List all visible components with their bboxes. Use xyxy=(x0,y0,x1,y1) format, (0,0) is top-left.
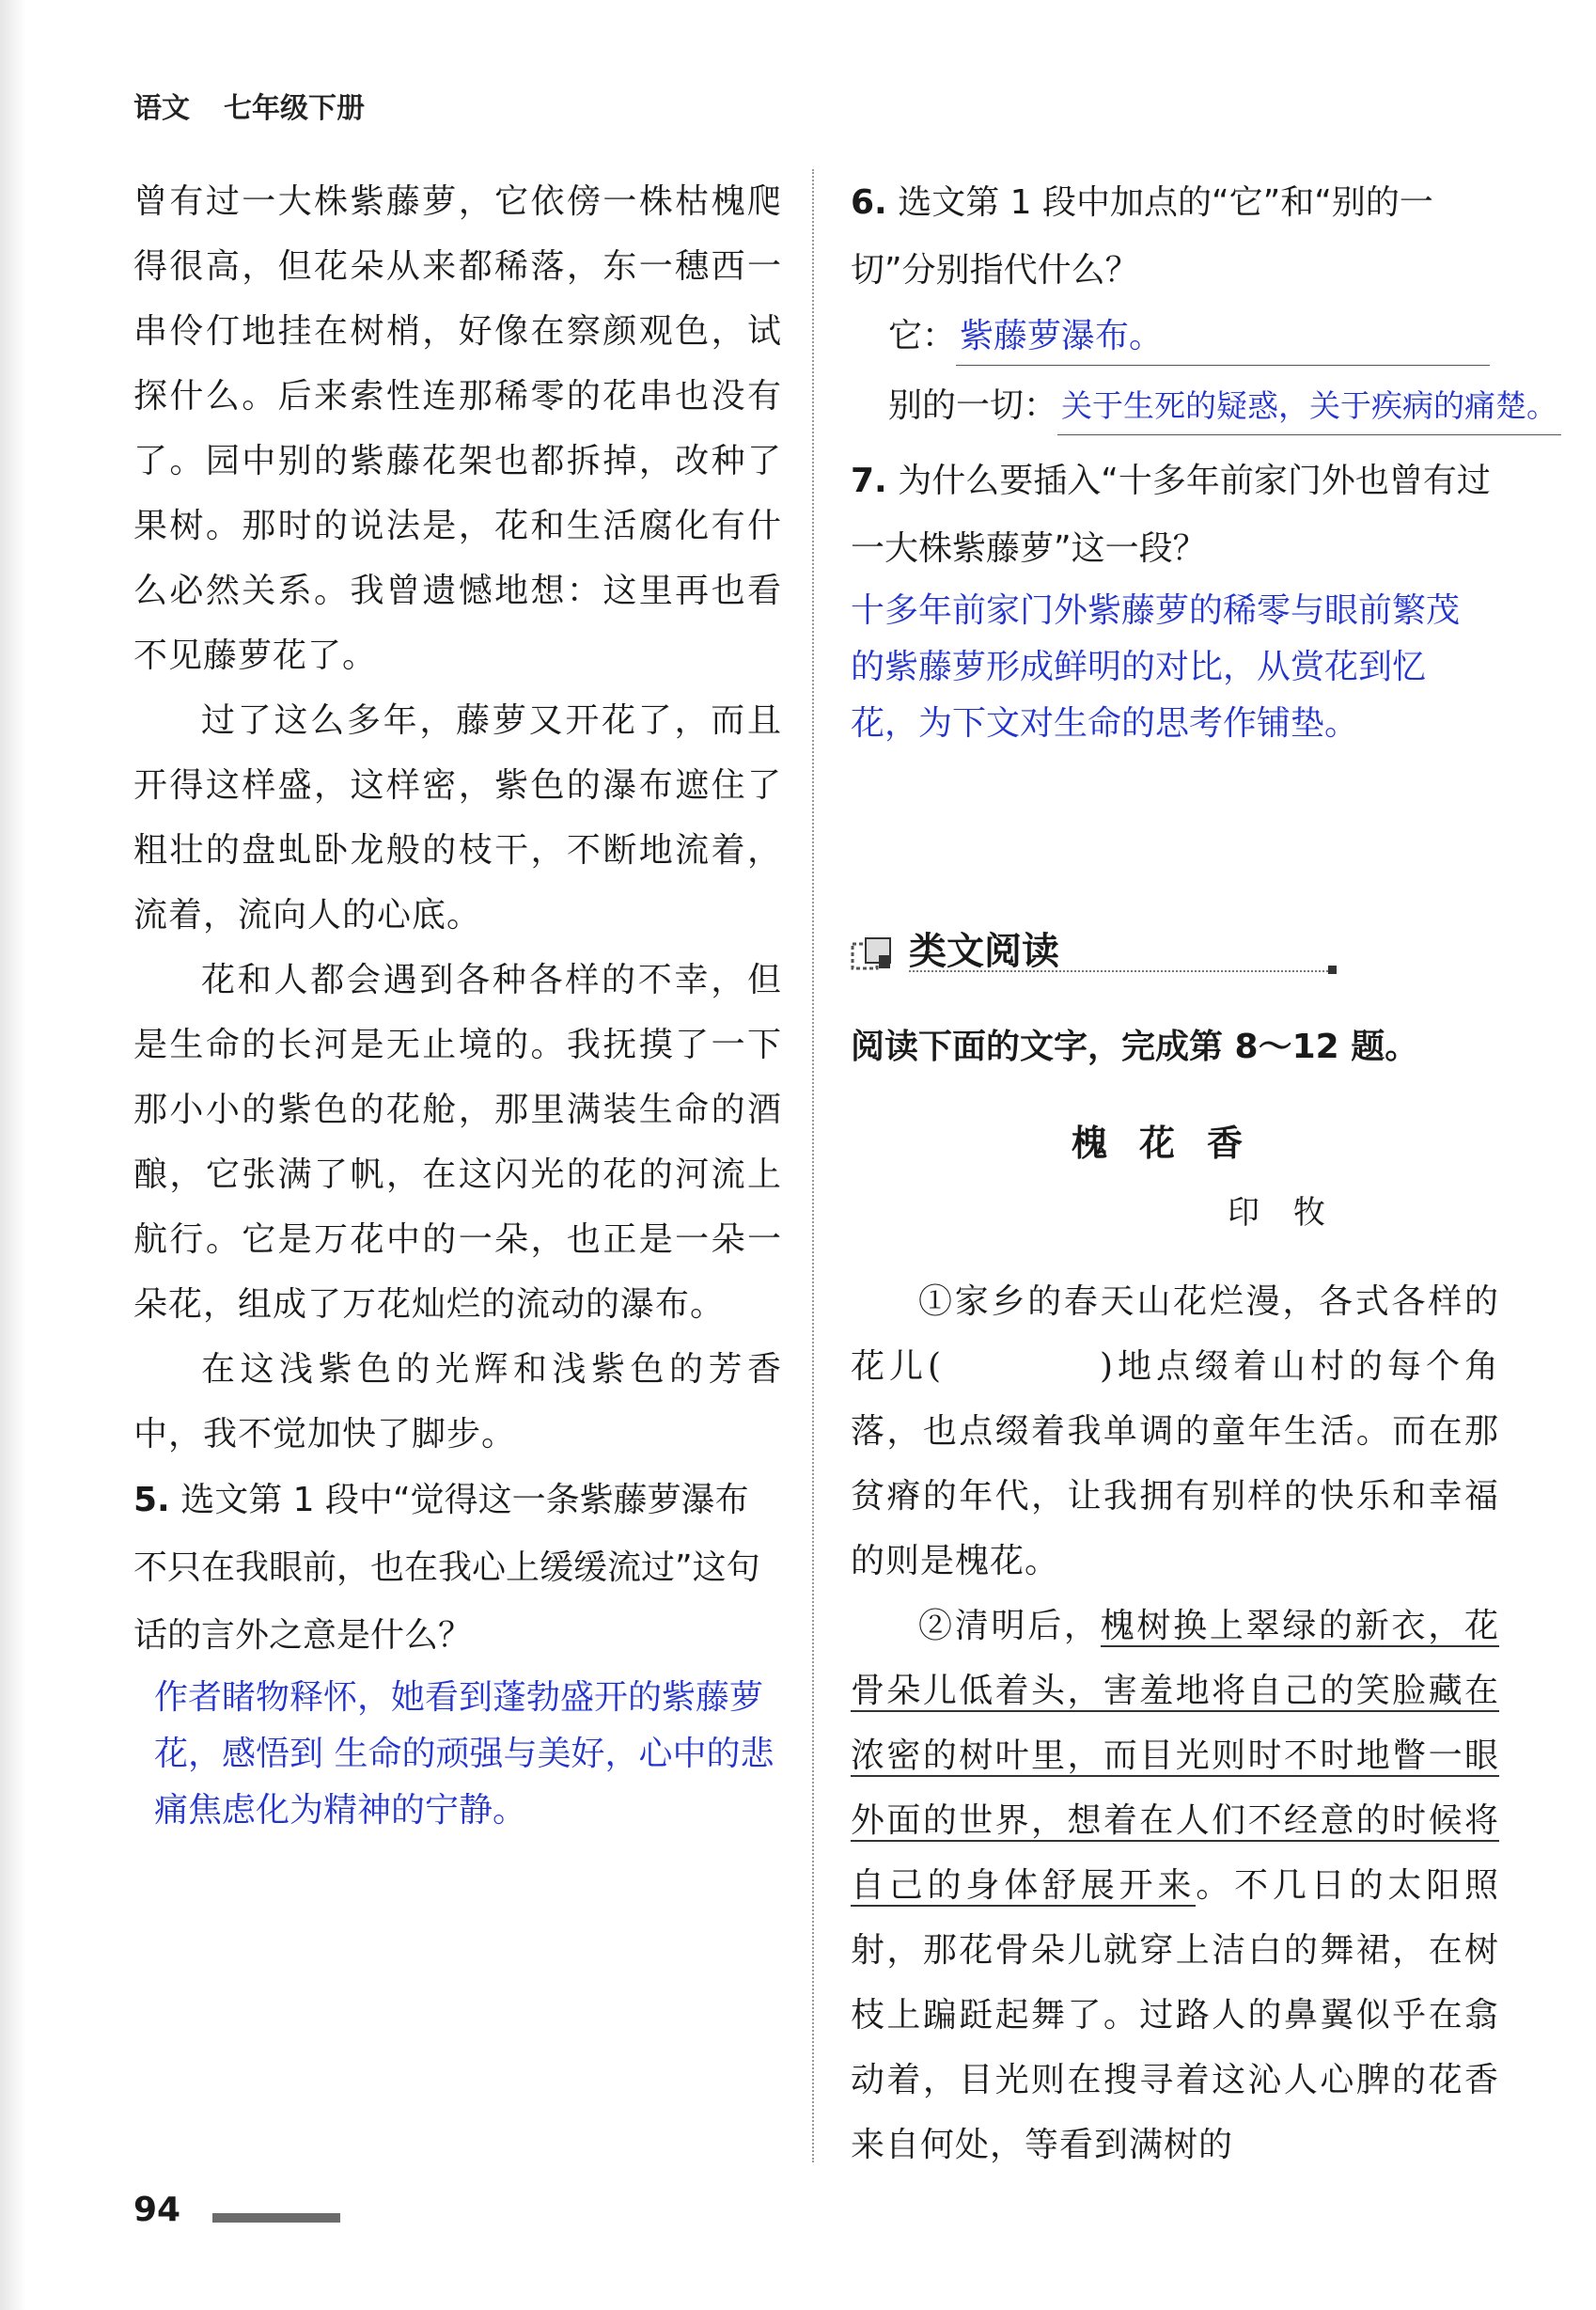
article-paragraph-2-prefix: ②清明后， xyxy=(918,1607,1101,1645)
section-rule-end xyxy=(1328,966,1337,974)
article-paragraph-1: ①家乡的春天山花烂漫，各式各样的花儿( )地点缀着山村的每个角落，也点缀着我单调的童年生活。而在那贫瘠的年代，让我拥有别样的快乐和幸福的则是槐花。 xyxy=(851,1282,1499,1580)
question-7-text: 为什么要插入“十多年前家门外也曾有过一大株紫藤萝”这一段？ xyxy=(851,462,1491,568)
question-5-answer: 作者睹物释怀，她看到蓬勃盛开的紫藤萝花，感悟到 生命的顽强与美好，心中的悲痛焦虑化为精神的宁静。 xyxy=(154,1678,775,1830)
question-6-text: 选文第 1 段中加点的“它”和“别的一切”分别指代什么？ xyxy=(851,183,1433,290)
section-heading xyxy=(851,921,1339,978)
question-6 xyxy=(851,169,1499,305)
passage-paragraph-4: 在这浅紫色的光辉和浅紫色的芳香中，我不觉加快了脚步。 xyxy=(133,1350,782,1454)
article-paragraph-2-underlined: 槐树换上翠绿的新衣，花骨朵儿低着头，害羞地将自己的笑脸藏在浓密的树叶里，而目光则时不时地瞥一眼外面的世界，想着在人们不经意的时候将自己的身体舒展开来 xyxy=(851,1607,1499,1905)
passage-paragraph-3: 花和人都会遇到各种各样的不幸，但是生命的长河是无止境的。我抚摸了一下那小小的紫色的花舱，那里满装生命的酒酿，它张满了帆，在这闪光的花的河流上航行。它是万花中的一朵，也正是一朵一朵花，组成了万花灿烂的流动的瀑布。 xyxy=(133,961,782,1324)
page-edge-shadow xyxy=(0,0,26,2310)
question-7-number: 7. xyxy=(851,462,887,500)
column-divider xyxy=(812,169,814,2162)
footer-bar xyxy=(212,2213,340,2223)
section-book-icon xyxy=(851,935,892,972)
left-column xyxy=(133,169,782,1839)
question-6-label-it: 它： xyxy=(888,317,957,355)
question-5-number: 5. xyxy=(133,1481,170,1519)
question-6-answer-it-row xyxy=(851,305,1499,374)
article-title: 槐花香 xyxy=(1072,1123,1275,1164)
question-7-answer: 十多年前家门外紫藤萝的稀零与眼前繁茂的紫藤萝形成鲜明的对比，从赏花到忆花，为下文对生命的思考作铺垫。 xyxy=(851,591,1461,743)
passage-paragraph-2: 过了这么多年，藤萝又开花了，而且开得这样盛，这样密，紫色的瀑布遮住了粗壮的盘虬卧龙般的枝干，不断地流着，流着，流向人的心底。 xyxy=(133,701,782,935)
question-6-answer-other: 关于生死的疑惑，关于疾病的痛楚。 xyxy=(1057,378,1561,435)
right-column xyxy=(851,169,1558,752)
question-6-label-other: 别的一切： xyxy=(888,386,1058,425)
question-5 xyxy=(133,1467,782,1670)
question-7 xyxy=(851,448,1499,583)
question-5-text: 选文第 1 段中“觉得这一条紫藤萝瀑布不只在我眼前，也在我心上缓缓流过”这句话的言外之意是什么？ xyxy=(133,1481,760,1655)
question-6-number: 6. xyxy=(851,183,887,222)
section-rule xyxy=(909,970,1332,972)
question-6-answer-other-row xyxy=(851,374,1558,444)
passage-paragraph-1: 曾有过一大株紫藤萝，它依傍一株枯槐爬得很高，但花朵从来都稀落，东一穗西一串伶仃地挂在树梢，好像在察颜观色，试探什么。后来索性连那稀零的花串也没有了。园中别的紫藤花架也都拆掉，改种了果树。那时的说法是，花和生活腐化有什么必然关系。我曾遗憾地想：这里再也看不见藤萝花了。 xyxy=(133,182,782,675)
question-6-answer-it: 紫藤萝瀑布。 xyxy=(956,308,1490,366)
subject-label: 语文 xyxy=(133,92,190,125)
page-header xyxy=(133,85,365,126)
article-author: 印牧 xyxy=(1228,1194,1359,1232)
article-paragraph-2 xyxy=(851,1594,1499,2177)
section-title: 类文阅读 xyxy=(909,930,1059,973)
grade-label: 七年级下册 xyxy=(224,92,365,125)
reading-instruction: 阅读下面的文字，完成第 8～12 题。 xyxy=(851,1028,1419,1066)
page-number: 94 xyxy=(133,2191,181,2229)
article-body xyxy=(851,1269,1499,2177)
article-paragraph-2-rest: 。不几日的太阳照射，那花骨朵儿就穿上洁白的舞裙，在树枝上蹁跹起舞了。过路人的鼻翼似乎在翕动着，目光则在搜寻着这沁人心脾的花香来自何处，等看到满树的 xyxy=(851,1866,1499,2164)
